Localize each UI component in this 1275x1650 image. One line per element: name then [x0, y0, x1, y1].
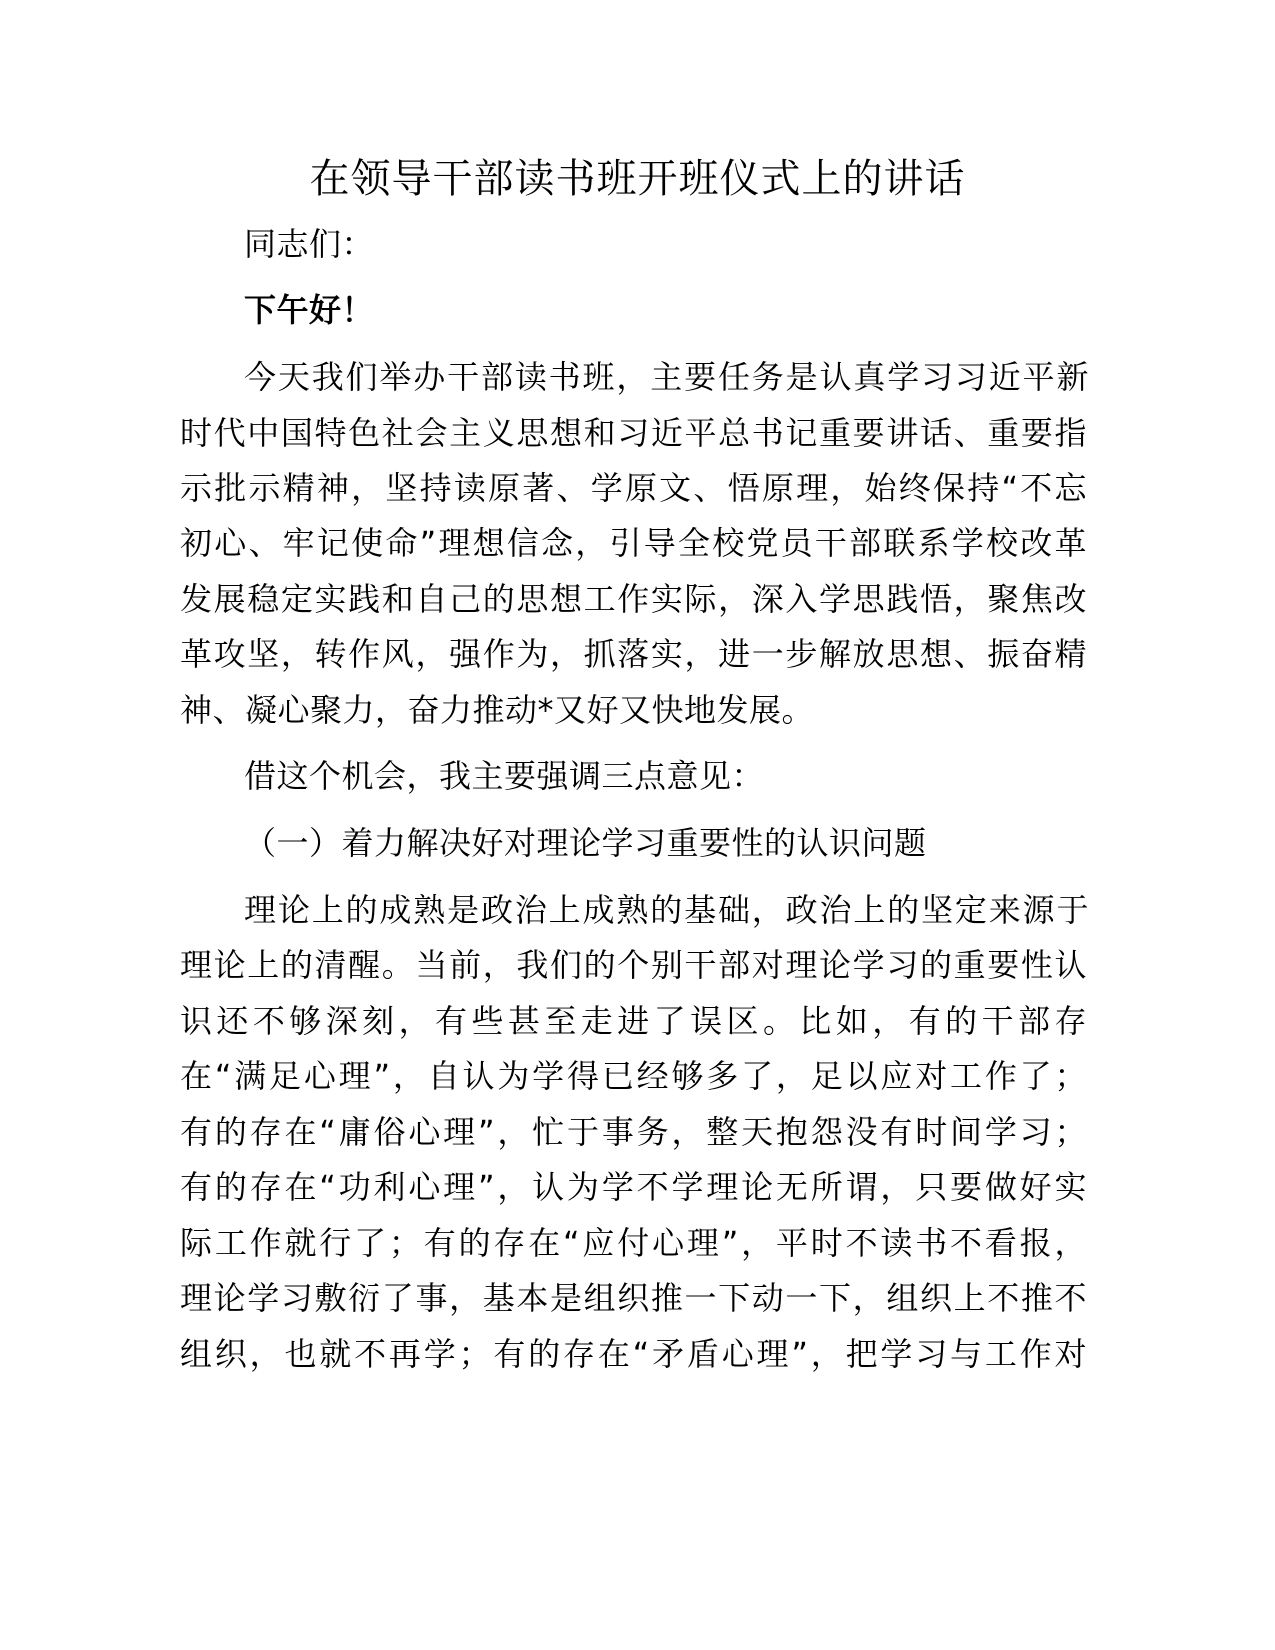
- paragraph-line: 示批示精神，坚持读原著、学原文、悟原理，始终保持“不忘: [180, 469, 1087, 507]
- paragraph-line: 有的存在“庸俗心理”，忙于事务，整天抱怨没有时间学习；: [180, 1113, 1087, 1151]
- paragraph-line: 时代中国特色社会主义思想和习近平总书记重要讲话、重要指: [180, 414, 1087, 452]
- section-heading: （一）着力解决好对理论学习重要性的认识问题: [244, 824, 927, 862]
- salutation: 同志们：: [244, 225, 375, 263]
- intro-points: 借这个机会，我主要强调三点意见：: [244, 757, 765, 795]
- paragraph-line: 革攻坚，转作风，强作为，抓落实，进一步解放思想、振奋精: [180, 635, 1087, 673]
- paragraph-line: 有的存在“功利心理”，认为学不学理论无所谓，只要做好实: [180, 1168, 1087, 1206]
- paragraph-line: 际工作就行了；有的存在“应付心理”，平时不读书不看报，: [180, 1224, 1087, 1262]
- paragraph-line: 识还不够深刻，有些甚至走进了误区。比如，有的干部存: [180, 1002, 1087, 1040]
- paragraph-line: 理论上的成熟是政治上成熟的基础，政治上的坚定来源于: [244, 891, 1089, 929]
- paragraph-line: 初心、牢记使命”理想信念，引导全校党员干部联系学校改革: [180, 524, 1087, 562]
- paragraph-line: 在“满足心理”，自认为学得已经够多了，足以应对工作了；: [180, 1057, 1087, 1095]
- greeting: 下午好！: [244, 291, 375, 329]
- paragraph-line: 神、凝心聚力，奋力推动*又好又快地发展。: [180, 691, 815, 729]
- paragraph-line: 理论学习敷衍了事，基本是组织推一下动一下，组织上不推不: [180, 1279, 1087, 1317]
- paragraph-line: 今天我们举办干部读书班，主要任务是认真学习习近平新: [244, 358, 1089, 396]
- document-title: 在领导干部读书班开班仪式上的讲话: [309, 156, 966, 202]
- paragraph-line: 组织，也就不再学；有的存在“矛盾心理”，把学习与工作对: [180, 1335, 1087, 1373]
- paragraph-line: 理论上的清醒。当前，我们的个别干部对理论学习的重要性认: [180, 946, 1087, 984]
- paragraph-line: 发展稳定实践和自己的思想工作实际，深入学思践悟，聚焦改: [180, 580, 1087, 618]
